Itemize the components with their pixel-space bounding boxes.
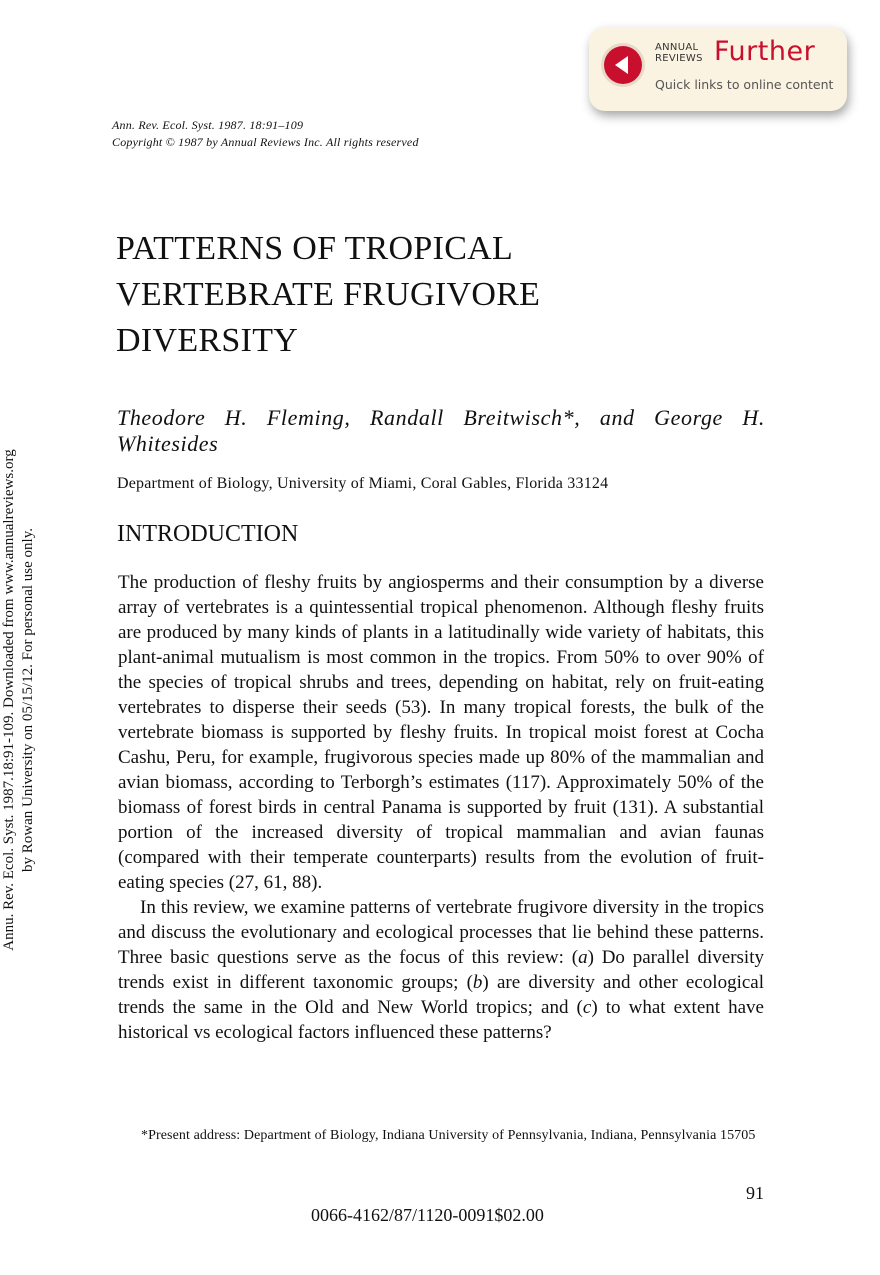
paragraph-2: In this review, we examine patterns of vertebrate frugivore diversity in the tropics and discuss the evolutionary and ecological processes that lie behind these patterns. Three basic questions serve as the focus of this review: (a) Do parallel diversity trends exist in different taxonomic groups; (b) are diversity and other ecological trends the same in the Old and New World tropics; and (c) to what extent have historical vs ecological factors influenced these patterns?	[118, 897, 764, 1043]
watermark-line-2: by Rowan University on 05/15/12. For personal use only.	[20, 528, 36, 872]
further-title: Further	[714, 36, 816, 67]
article-code: 0066-4162/87/1120-0091$02.00	[311, 1205, 544, 1225]
download-watermark	[0, 310, 44, 1090]
section-heading: INTRODUCTION	[117, 521, 299, 547]
footnote: *Present address: Department of Biology, Indiana University of Pennsylvania, Indiana, Pennsylvania 15705	[141, 1128, 756, 1143]
paragraph-1: The production of fleshy fruits by angiosperms and their consumption by a diverse array of vertebrates is a quintessential tropical phenomenon. Although fleshy fruits are produced by many kinds of plants in a latitudinally wide variety of habitats, this plant-animal mutualism is most common in the tropics. From 50% to over 90% of the species of tropical shrubs and trees, depending on habitat, rely on fruit-eating vertebrates to disperse their seeds (53). In many tropical forests, the bulk of the vertebrate biomass is supported by fleshy fruits. In tropical moist forest at Cocha Cashu, Peru, for example, frugivorous species made up 80% of the mammalian and avian biomass, according to Terborgh’s estimates (117). Approximately 50% of the biomass of forest birds in central Panama is supported by fruit (131). A substantial portion of the increased diversity of tropical mammalian and avian faunas (compared with their temperate counterparts) results from the evolution of fruit-eating species (27, 61, 88).	[118, 572, 764, 893]
quick-links-text: Quick links to online content	[655, 77, 834, 92]
article-title: PATTERNS OF TROPICAL VERTEBRATE FRUGIVORE DIVERSITY	[116, 230, 541, 359]
watermark-line-1: Annu. Rev. Ecol. Syst. 1987.18:91-109. Downloaded from www.annualreviews.org	[1, 449, 17, 951]
citation	[112, 117, 419, 151]
citation-line-1: Ann. Rev. Ecol. Syst. 1987. 18:91–109	[112, 118, 304, 132]
author-list: Theodore H. Fleming, Randall Breitwisch*, and George H. Whitesides	[117, 405, 765, 456]
back-arrow-icon	[604, 46, 642, 84]
article-body	[118, 570, 764, 1045]
affiliation: Department of Biology, University of Miami, Coral Gables, Florida 33124	[117, 475, 609, 492]
further-badge[interactable]	[589, 27, 847, 111]
citation-line-2: Copyright © 1987 by Annual Reviews Inc. All rights reserved	[112, 135, 419, 149]
page-number: 91	[746, 1183, 764, 1203]
annual-reviews-logo-text: ANNUAL REVIEWS	[655, 42, 703, 64]
